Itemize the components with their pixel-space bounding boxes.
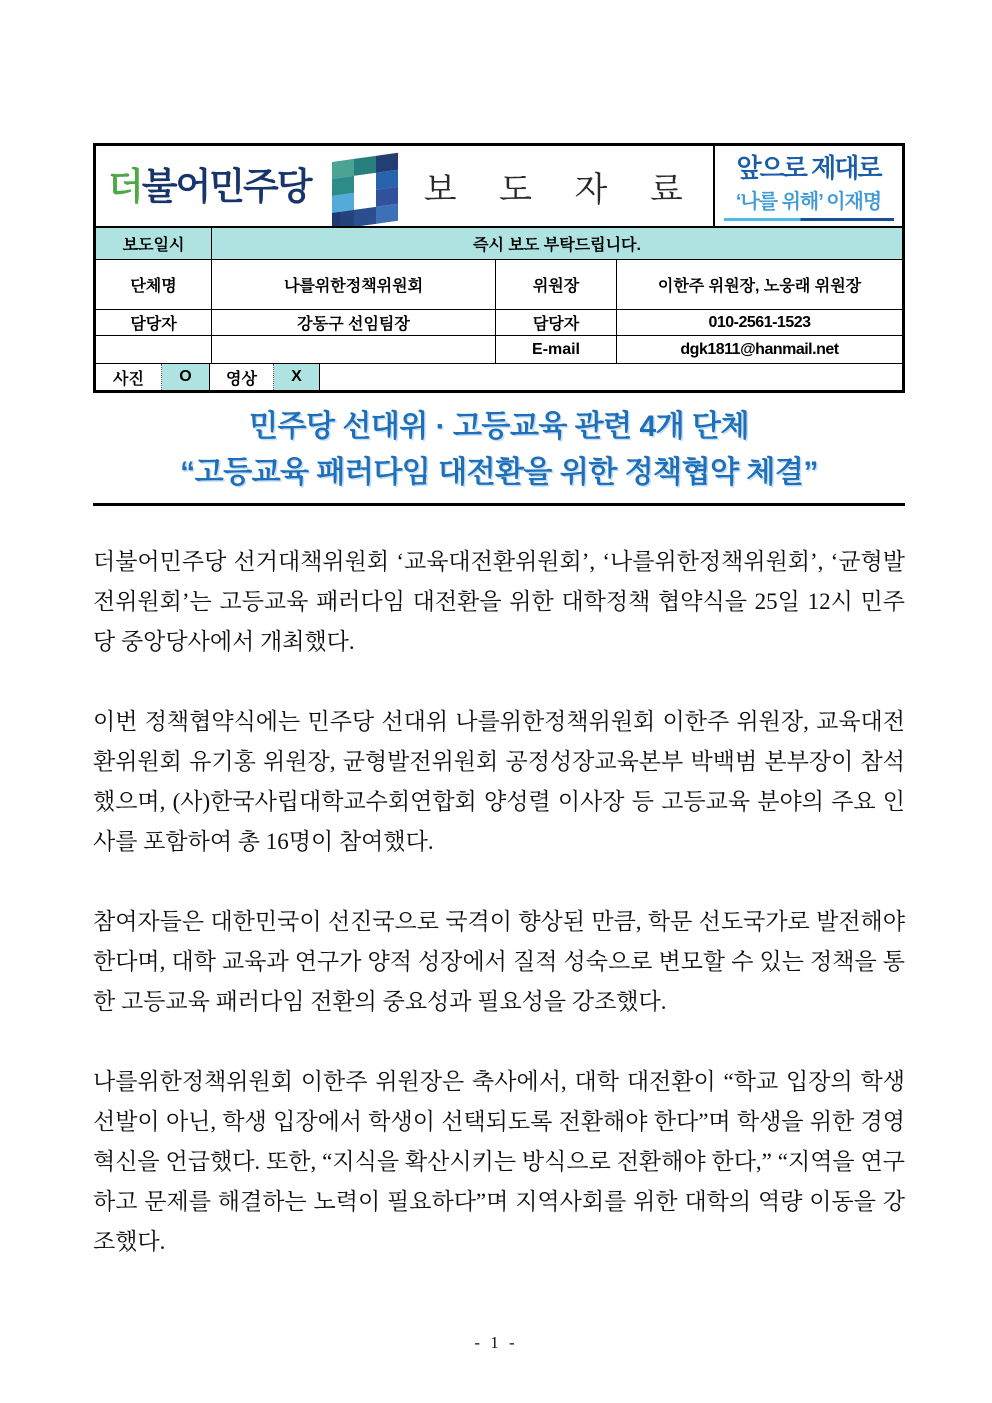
press-release-document — [93, 143, 905, 1262]
headline-divider — [93, 503, 905, 506]
press-header-table — [93, 143, 905, 393]
campaign-slogan-box — [713, 146, 902, 226]
email-value: dgk1811@hanmail.net — [680, 340, 839, 358]
organization-row — [96, 260, 902, 310]
release-time-row — [96, 228, 902, 260]
org-value: 나를위한정책위원회 — [212, 260, 496, 309]
party-logo — [96, 146, 402, 226]
org-label: 단체명 — [96, 260, 212, 309]
paragraph-1: 더불어민주당 선거대책위원회 ‘교육대전환위원회’, ‘나를위한정책위원회’, ‘균형발전위원회’는 고등교육 패러다임 대전환을 위한 대학정책 협약식을 25일 12시 민주당 중앙당사에서 개최했다. — [93, 549, 905, 654]
release-time-label: 보도일시 — [96, 228, 212, 259]
contact-label: 담당자 — [96, 310, 212, 335]
headline-line-2: “고등교육 패러다임 대전환을 위한 정책협약 체결” — [180, 456, 818, 489]
document-type-title: 보 도 자 료 — [423, 171, 700, 209]
video-value: X — [274, 364, 320, 390]
chair-label: 위원장 — [496, 260, 617, 309]
masthead-left — [96, 146, 713, 226]
page-number: - 1 - — [474, 1333, 518, 1352]
contact2-value: 010-2561-1523 — [708, 313, 811, 331]
party-logo-text-navy: 불어민주당 — [141, 165, 311, 207]
masthead-row — [96, 146, 902, 228]
headline-line-1: 민주당 선대위 · 고등교육 관련 4개 단체 — [249, 410, 749, 443]
chair-value: 이한주 위원장, 노웅래 위원장 — [657, 278, 862, 295]
photo-label: 사진 — [96, 364, 162, 390]
paragraph-2: 이번 정책협약식에는 민주당 선대위 나를위한정책위원회 이한주 위원장, 교육대전환위원회 유기홍 위원장, 균형발전위원회 공정성장교육본부 박백범 본부장이 참석했으며, (사)한국사립대학교수회연합회 양성렬 이사장 등 고등교육 분야의 주요 인사를 포함하여 총 16명이 참여했다. — [93, 709, 905, 854]
email-row-empty-label — [96, 336, 212, 363]
party-flag-icon — [316, 150, 402, 226]
contact2-label: 담당자 — [496, 310, 617, 335]
party-logo-text-green: 더 — [108, 165, 142, 207]
headline — [93, 404, 905, 496]
slogan-line-2: ‘나를 위해’ 이재명 — [735, 191, 882, 214]
email-label: E-mail — [496, 336, 617, 363]
contact-value: 강동구 선임팀장 — [212, 310, 496, 335]
media-row — [96, 364, 902, 390]
video-label: 영상 — [210, 364, 274, 390]
email-row — [96, 336, 902, 364]
party-logo-text — [108, 165, 311, 207]
slogan-line-1: 앞으로 제대로 — [736, 152, 881, 183]
paragraph-4: 나를위한정책위원회 이한주 위원장은 축사에서, 대학 대전환이 “학교 입장의 학생선발이 아닌, 학생 입장에서 학생이 선택되도록 전환해야 한다”며 학생을 위한 경영혁신을 언급했다. 또한, “지식을 확산시키는 방식으로 전환해야 한다,” “지역을 연구하고 문제를 해결하는 노력이 필요하다”며 지역사회를 위한 대학의 역량 이동을 강조했다. — [93, 1069, 905, 1254]
paragraph-3: 참여자들은 대한민국이 선진국으로 국격이 향상된 만큼, 학문 선도국가로 발전해야 한다며, 대학 교육과 연구가 양적 성장에서 질적 성숙으로 변모할 수 있는 정책을 통한 고등교육 패러다임 전환의 중요성과 필요성을 강조했다. — [93, 909, 905, 1014]
photo-value: O — [162, 364, 210, 390]
slogan-underline — [724, 218, 894, 221]
email-row-empty-value — [212, 336, 496, 363]
release-time-value: 즉시 보도 부탁드립니다. — [212, 228, 902, 259]
media-row-empty — [320, 364, 902, 390]
contact-row — [96, 310, 902, 336]
article-body — [93, 542, 905, 1262]
